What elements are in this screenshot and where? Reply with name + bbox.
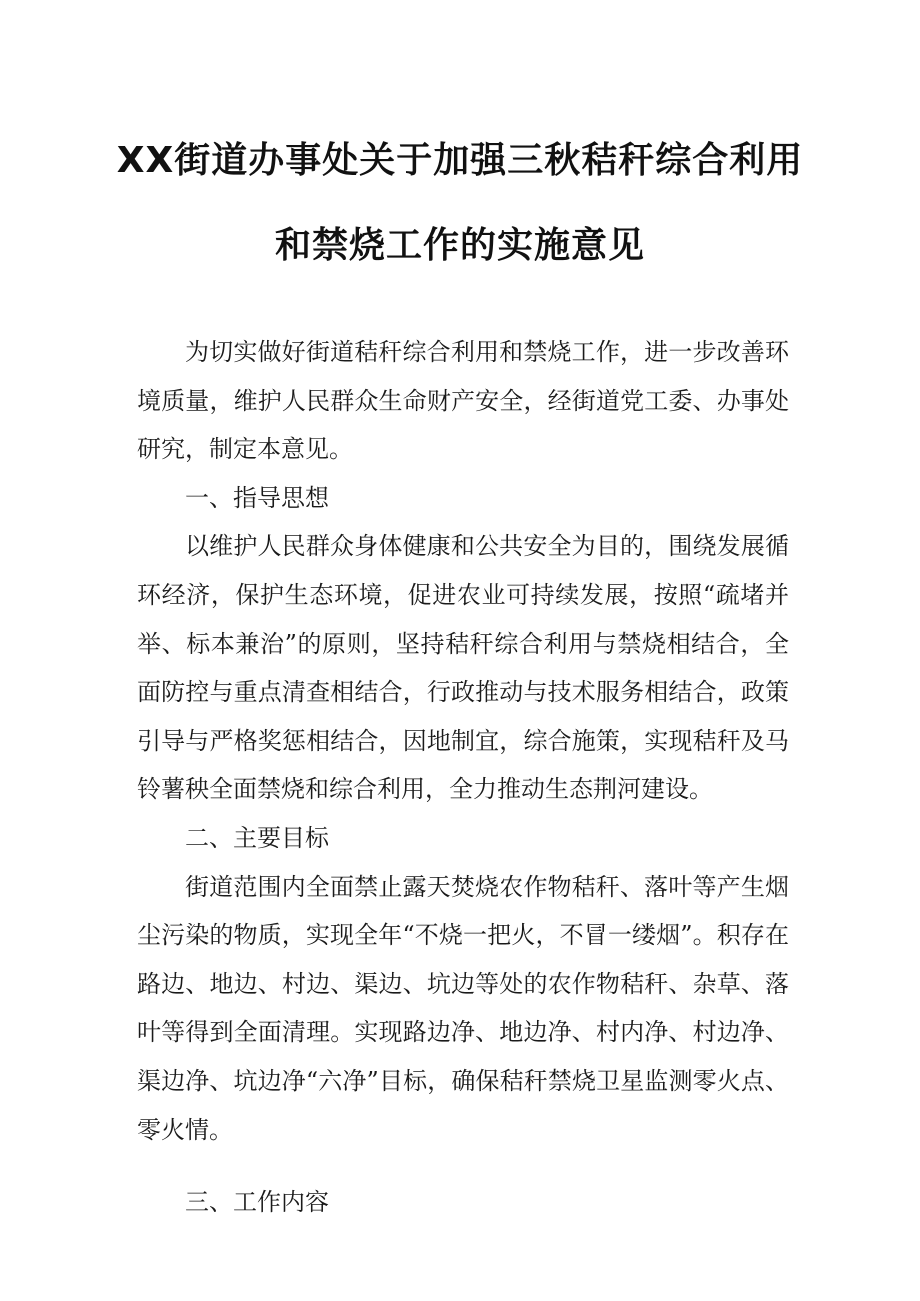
document-body (137, 328, 789, 1227)
document-title-line-1: XX街道办事处关于加强三秋秸秆综合利用 (116, 140, 804, 181)
main-goals-paragraph: 街道范围内全面禁止露天焚烧农作物秸秆、落叶等产生烟尘污染的物质，实现全年“不烧一把火，不冒一缕烟”。积存在路边、地边、村边、渠边、坑边等处的农作物秸秆、杂草、落叶等得到全面清理。实现路边净、地边净、村内净、村边净、渠边净、坑边净“六净”目标，确保秸秆禁烧卫星监测零火点、零火情。 (137, 872, 789, 1144)
intro-paragraph: 为切实做好街道秸秆综合利用和禁烧工作，进一步改善环境质量，维护人民群众生命财产安全，经街道党工委、办事处研究，制定本意见。 (137, 338, 789, 464)
section-heading-guiding-ideology: 一、指导思想 (185, 483, 329, 512)
section-heading-work-content: 三、工作内容 (185, 1188, 329, 1217)
guiding-ideology-paragraph: 以维护人民群众身体健康和公共安全为目的，围绕发展循环经济，保护生态环境，促进农业可持续发展，按照“疏堵并举、标本兼治”的原则，坚持秸秆综合利用与禁烧相结合，全面防控与重点清查相结合，行政推动与技术服务相结合，政策引导与严格奖惩相结合，因地制宜，综合施策，实现秸秆及马铃薯秧全面禁烧和综合利用，全力推动生态荆河建设。 (137, 532, 789, 804)
document-title-line-2: 和禁烧工作的实施意见 (274, 225, 645, 266)
section-heading-main-goals: 二、主要目标 (185, 823, 329, 852)
